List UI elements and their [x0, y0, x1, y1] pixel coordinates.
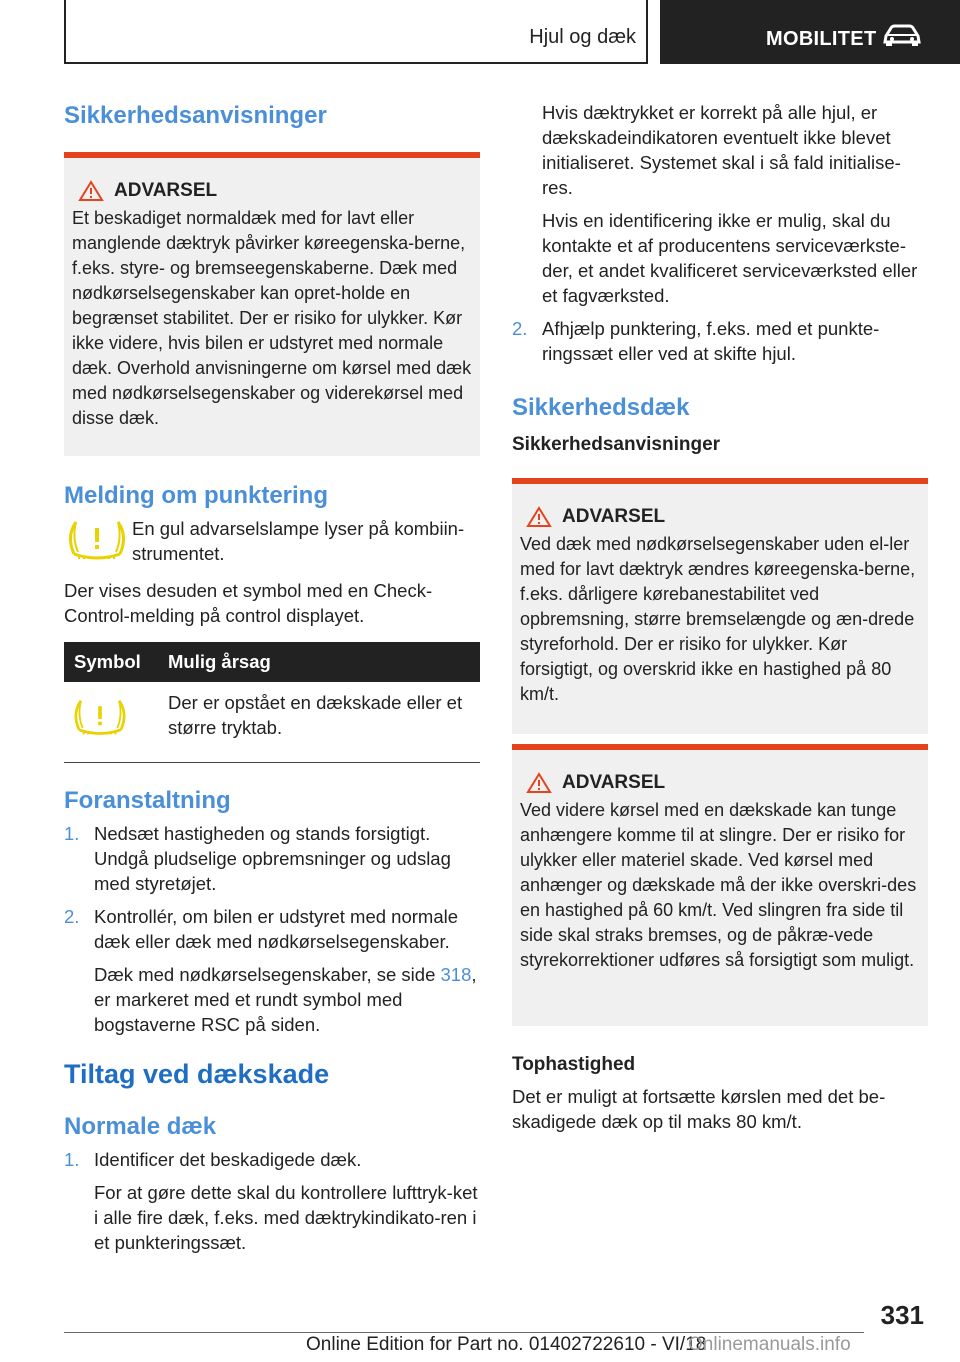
warning-title-row — [526, 772, 920, 794]
heading-normal-tires: Normale dæk — [64, 1113, 217, 1140]
warning-text: Ved dæk med nødkørselsegenskaber uden el-ler med for lavt dæktryk ændres køreegenska-berne, f.eks. dårligere kørebanestabilitet ved opbremsning, større bremselængde og æn-drede styreforhold. Der er risiko for ulykker. Kør forsigtigt, og overskrid ikke en hastighed på 80 km/t. — [520, 534, 916, 704]
car-icon — [882, 24, 922, 46]
right-list — [512, 316, 928, 366]
warning-box-3 — [512, 744, 928, 1026]
list-item — [64, 904, 480, 954]
page-number: 331 — [880, 1300, 924, 1330]
table-cell-symbol — [64, 682, 158, 763]
tire-pressure-warning-icon — [70, 694, 130, 742]
page-link-318[interactable]: 318 — [440, 964, 472, 985]
heading-puncture: Melding om punktering — [64, 482, 328, 509]
heading-safety: Sikkerhedsanvisninger — [64, 102, 327, 129]
list-text: Kontrollér, om bilen er udstyret med normale dæk eller dæk med nødkørselsegenskaber. — [94, 906, 459, 952]
list-number: 1. — [64, 823, 80, 844]
lamp-text: En gul advarselslampe lyser på kombiin-strumentet. — [132, 518, 465, 564]
list-text: Nedsæt hastigheden og stands forsigtigt. Undgå pludselige opbremsninger og udslag med styretøjet. — [94, 823, 451, 894]
list-item — [64, 1147, 480, 1172]
warning-text: Ved videre kørsel med en dækskade kan tunge anhængere komme til at slingre. Der er risiko for ulykker eller materiel skade. Ved kørsel med anhænger og dækskade må der ikke overskri-des en hastighed på 60 km/t. Ved slingren fra side til side skal straks bremses, og de påkræ-vede styrekorrektioner udføres så forsigtigt som muligt. — [520, 800, 917, 970]
heading-safety-tire: Sikkerhedsdæk — [512, 394, 690, 421]
list-item-extra — [64, 962, 480, 1037]
extra-text: , er markeret med et rundt symbol med bogstaverne RSC på siden. — [94, 964, 477, 1035]
warning-box-1 — [64, 152, 480, 456]
header-chapter-tab[interactable] — [660, 0, 960, 64]
warning-triangle-icon — [78, 180, 104, 202]
warning-triangle-icon — [526, 506, 552, 528]
footer-divider — [64, 1332, 864, 1333]
table-header-cause: Mulig årsag — [158, 642, 480, 682]
warning-box-2 — [512, 478, 928, 734]
top-speed-text: Det er muligt at fortsætte kørslen med det be-skadigede dæk op til maks 80 km/t. — [512, 1086, 886, 1132]
table-row — [64, 682, 480, 763]
list-item-extra: For at gøre dette skal du kontrollere lufttryk-ket i alle fire dæk, f.eks. med dæktrykindikato-ren i et punkteringssæt. — [94, 1182, 478, 1253]
warning-title: ADVARSEL — [562, 506, 666, 527]
list-text: Afhjælp punktering, f.eks. med et punkte-ringssæt eller ved at skifte hjul. — [542, 318, 880, 364]
heading-measure: Foranstaltning — [64, 787, 231, 814]
header-section-title: Hjul og dæk — [529, 26, 636, 48]
tire-pressure-warning-icon — [64, 516, 130, 566]
list-number: 2. — [64, 906, 80, 927]
right-paragraph-1: Hvis dæktrykket er korrekt på alle hjul, er dækskadeindikatoren eventuelt ikke blevet initialiseret. Systemet skal i så fald initialise-res. — [542, 102, 901, 198]
warning-title-row — [78, 180, 472, 202]
normal-list — [64, 1147, 480, 1172]
symbol-table — [64, 642, 480, 763]
watermark: Onlinemanuals.info — [688, 1334, 851, 1355]
list-number: 1. — [64, 1149, 80, 1170]
chapter-label: MOBILITET — [766, 28, 877, 50]
list-text: Identificer det beskadigede dæk. — [94, 1149, 362, 1170]
left-column — [64, 100, 480, 1255]
subheading-safety: Sikkerhedsanvisninger — [512, 434, 721, 455]
table-header-row — [64, 642, 480, 682]
list-item — [512, 316, 928, 366]
check-control-text: Der vises desuden et symbol med en Check-Control-melding på control displayet. — [64, 580, 433, 626]
extra-text: Dæk med nødkørselsegenskaber, se side — [94, 964, 441, 985]
list-item — [64, 821, 480, 896]
lamp-row — [64, 516, 480, 566]
list-number: 2. — [512, 318, 528, 339]
footer-edition: Online Edition for Part no. 01402722610 - VI/18 — [306, 1334, 707, 1355]
right-column — [512, 100, 928, 1134]
warning-title: ADVARSEL — [562, 772, 666, 793]
warning-text: Et beskadiget normaldæk med for lavt eller manglende dæktryk påvirker køreegenska-berne, f.eks. styre- og bremseegenskaberne. Dæk med nødkørselsegenskaber kan opret-holde en begrænset stabilitet. Der er risiko for ulykker. Kør ikke videre, hvis bilen er udstyret med normale dæk. Overhold anvisningerne om kørsel med dæk med nødkørselsegenskaber og viderekørsel med disse dæk. — [72, 208, 472, 428]
table-header-symbol: Symbol — [64, 642, 158, 682]
table-cell-cause: Der er opstået en dækskade eller et større tryktab. — [158, 682, 480, 763]
warning-triangle-icon — [526, 772, 552, 794]
right-paragraph-2: Hvis en identificering ikke er mulig, skal du kontakte et af producentens serviceværkste-der, et andet kvalificeret serviceværksted eller et fagværksted. — [542, 210, 918, 306]
warning-title: ADVARSEL — [114, 180, 218, 201]
measure-list — [64, 821, 480, 954]
warning-title-row — [526, 506, 920, 528]
heading-top-speed: Tophastighed — [512, 1054, 636, 1075]
heading-tire-damage: Tiltag ved dækskade — [64, 1059, 330, 1089]
